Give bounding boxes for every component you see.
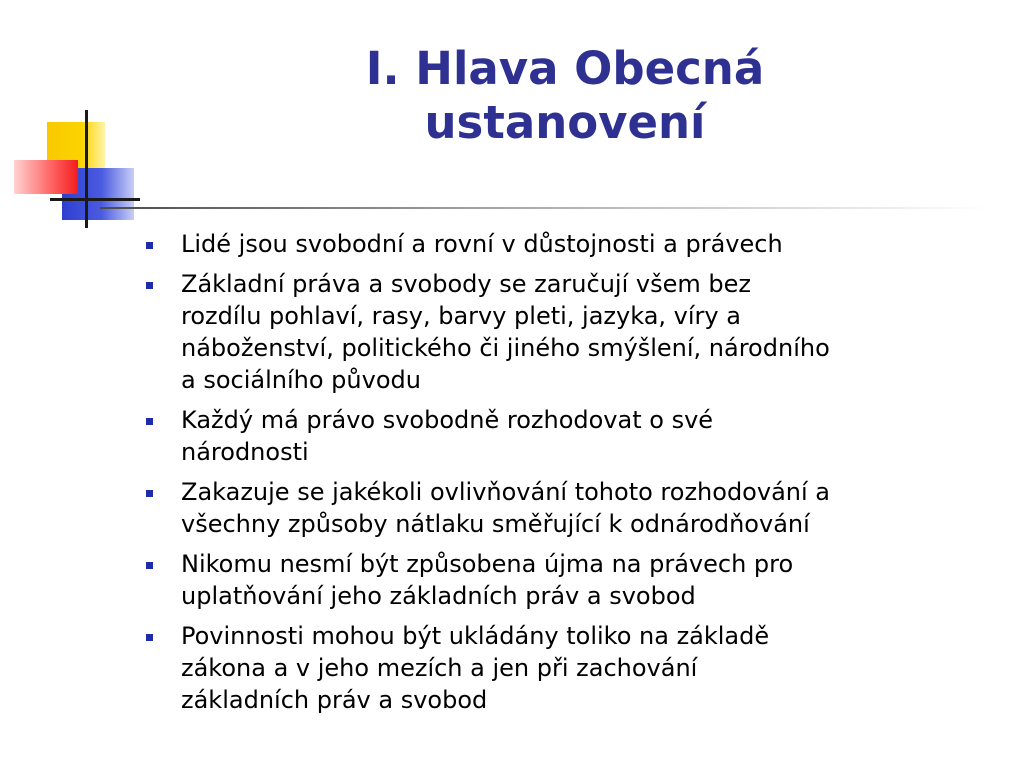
bullet-line: uplatňování jeho základních práv a svobod xyxy=(181,582,696,610)
bullet-list xyxy=(143,228,1013,724)
bullet-line: Základní práva a svobody se zaručují všem bez xyxy=(181,270,751,298)
title-line-2: ustanovení xyxy=(424,96,706,149)
bullet-item xyxy=(143,228,1013,260)
bullet-text xyxy=(181,268,1013,396)
bullet-text xyxy=(181,228,1013,260)
bullet-item xyxy=(143,404,1013,468)
bullet-line: náboženství, politického či jiného smýšlení, národního xyxy=(181,334,830,362)
horizontal-line-decoration xyxy=(50,198,140,201)
bullet-line: zákona a v jeho mezích a jen při zachování xyxy=(181,654,698,682)
bullet-line: Každý má právo svobodně rozhodovat o své xyxy=(181,406,714,434)
bullet-text xyxy=(181,404,1013,468)
bullet-item xyxy=(143,268,1013,396)
square-bullet-icon xyxy=(146,634,153,641)
bullet-text xyxy=(181,620,1013,716)
title-divider xyxy=(100,207,990,209)
bullet-line: Zakazuje se jakékoli ovlivňování tohoto rozhodování a xyxy=(181,478,830,506)
bullet-line: národnosti xyxy=(181,438,309,466)
square-bullet-icon xyxy=(146,562,153,569)
square-bullet-icon xyxy=(146,490,153,497)
slide-title xyxy=(200,42,930,150)
square-bullet-icon xyxy=(146,418,153,425)
bullet-line: a sociálního původu xyxy=(181,366,421,394)
bullet-item xyxy=(143,620,1013,716)
square-bullet-icon xyxy=(146,282,153,289)
bullet-line: všechny způsoby nátlaku směřující k odnárodňování xyxy=(181,510,810,538)
bullet-item xyxy=(143,548,1013,612)
bullet-line: Nikomu nesmí být způsobena újma na právech pro xyxy=(181,550,794,578)
bullet-line: základních práv a svobod xyxy=(181,686,488,714)
bullet-line: Lidé jsou svobodní a rovní v důstojnosti a právech xyxy=(181,230,783,258)
square-bullet-icon xyxy=(146,242,153,249)
bullet-text xyxy=(181,548,1013,612)
red-block-decoration xyxy=(14,160,78,194)
bullet-line: Povinnosti mohou být ukládány toliko na základě xyxy=(181,622,770,650)
bullet-text xyxy=(181,476,1013,540)
bullet-line: rozdílu pohlaví, rasy, barvy pleti, jazyka, víry a xyxy=(181,302,741,330)
title-line-1: I. Hlava Obecná xyxy=(365,42,765,95)
vertical-line-decoration xyxy=(85,110,88,228)
bullet-item xyxy=(143,476,1013,540)
